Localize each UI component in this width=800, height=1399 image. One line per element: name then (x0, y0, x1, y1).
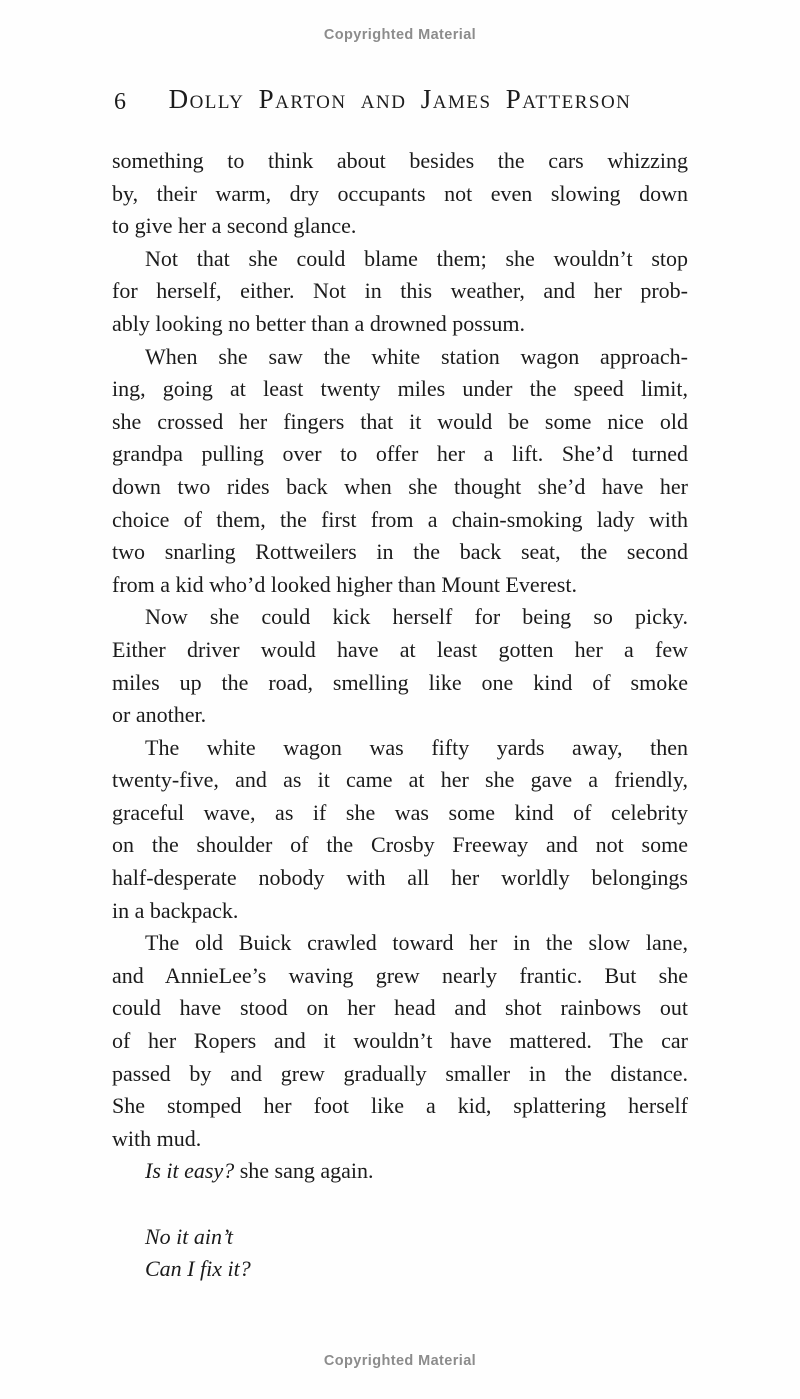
text-line: Now she could kick herself for being so picky. (145, 604, 688, 630)
text-line: and AnnieLee’s waving grew nearly frantic. But she (112, 962, 688, 988)
paragraph (112, 927, 688, 1155)
paragraph (112, 243, 688, 341)
text-line: The old Buick crawled toward her in the slow lane, (145, 930, 688, 956)
text-line: she crossed her fingers that it would be some nice old (112, 408, 688, 434)
text-line: choice of them, the first from a chain-smoking lady with (112, 506, 688, 532)
paragraph (112, 732, 688, 928)
paragraph (112, 601, 688, 731)
lyric-line: Can I fix it? (145, 1256, 251, 1282)
text-line: The white wagon was fifty yards away, then (145, 734, 688, 760)
lyric-line: No it ain’t (145, 1223, 234, 1249)
regular-text: she sang again. (234, 1158, 374, 1184)
text-line: by, their warm, dry occupants not even slowing down (112, 180, 688, 206)
body-text (112, 145, 688, 1286)
text-line: passed by and grew gradually smaller in the distance. (112, 1060, 688, 1086)
paragraph (112, 1155, 688, 1188)
text-line: two snarling Rottweilers in the back seat, the second (112, 539, 688, 565)
text-line: to give her a second glance. (112, 213, 357, 239)
text-line: could have stood on her head and shot rainbows out (112, 995, 688, 1021)
copyright-notice-bottom: Copyrighted Material (323, 1353, 477, 1369)
text-line: with mud. (112, 1125, 202, 1151)
text-line (112, 1155, 688, 1188)
text-line: on the shoulder of the Crosby Freeway and not some (112, 832, 688, 858)
text-line: half-desperate nobody with all her worldly belongings (112, 865, 688, 891)
text-line: in a backpack. (112, 897, 239, 923)
text-line: of her Ropers and it wouldn’t have mattered. The car (112, 1028, 688, 1054)
text-line: from a kid who’d looked higher than Mount Everest. (112, 571, 577, 597)
text-line: something to think about besides the cars whizzing (112, 148, 688, 173)
text-line: graceful wave, as if she was some kind of celebrity (112, 799, 688, 825)
italic-text: Is it easy? (145, 1158, 235, 1184)
text-line: for herself, either. Not in this weather, and her prob- (112, 278, 688, 304)
paragraph (112, 341, 688, 602)
text-line: twenty-five, and as it came at her she gave a friendly, (112, 767, 688, 793)
text-line: or another. (112, 702, 207, 728)
page-header (112, 84, 688, 116)
running-title: Dolly Parton and James Patterson (168, 84, 632, 114)
text-line: down two rides back when she thought she’d have her (112, 473, 688, 499)
paragraph (112, 145, 688, 243)
text-line: ably looking no better than a drowned possum. (112, 310, 526, 336)
copyright-notice-top: Copyrighted Material (323, 27, 477, 43)
text-line: When she saw the white station wagon approach- (145, 343, 688, 369)
text-line: Not that she could blame them; she wouldn’t stop (145, 245, 688, 271)
page-number: 6 (114, 89, 126, 115)
text-line: Either driver would have at least gotten her a few (112, 636, 688, 662)
text-line: She stomped her foot like a kid, splattering herself (112, 1093, 688, 1119)
text-line: grandpa pulling over to offer her a lift. She’d turned (112, 441, 688, 467)
text-line: ing, going at least twenty miles under the speed limit, (112, 376, 688, 402)
text-line: miles up the road, smelling like one kind of smoke (112, 669, 688, 695)
lyric-stanza (112, 1221, 688, 1286)
